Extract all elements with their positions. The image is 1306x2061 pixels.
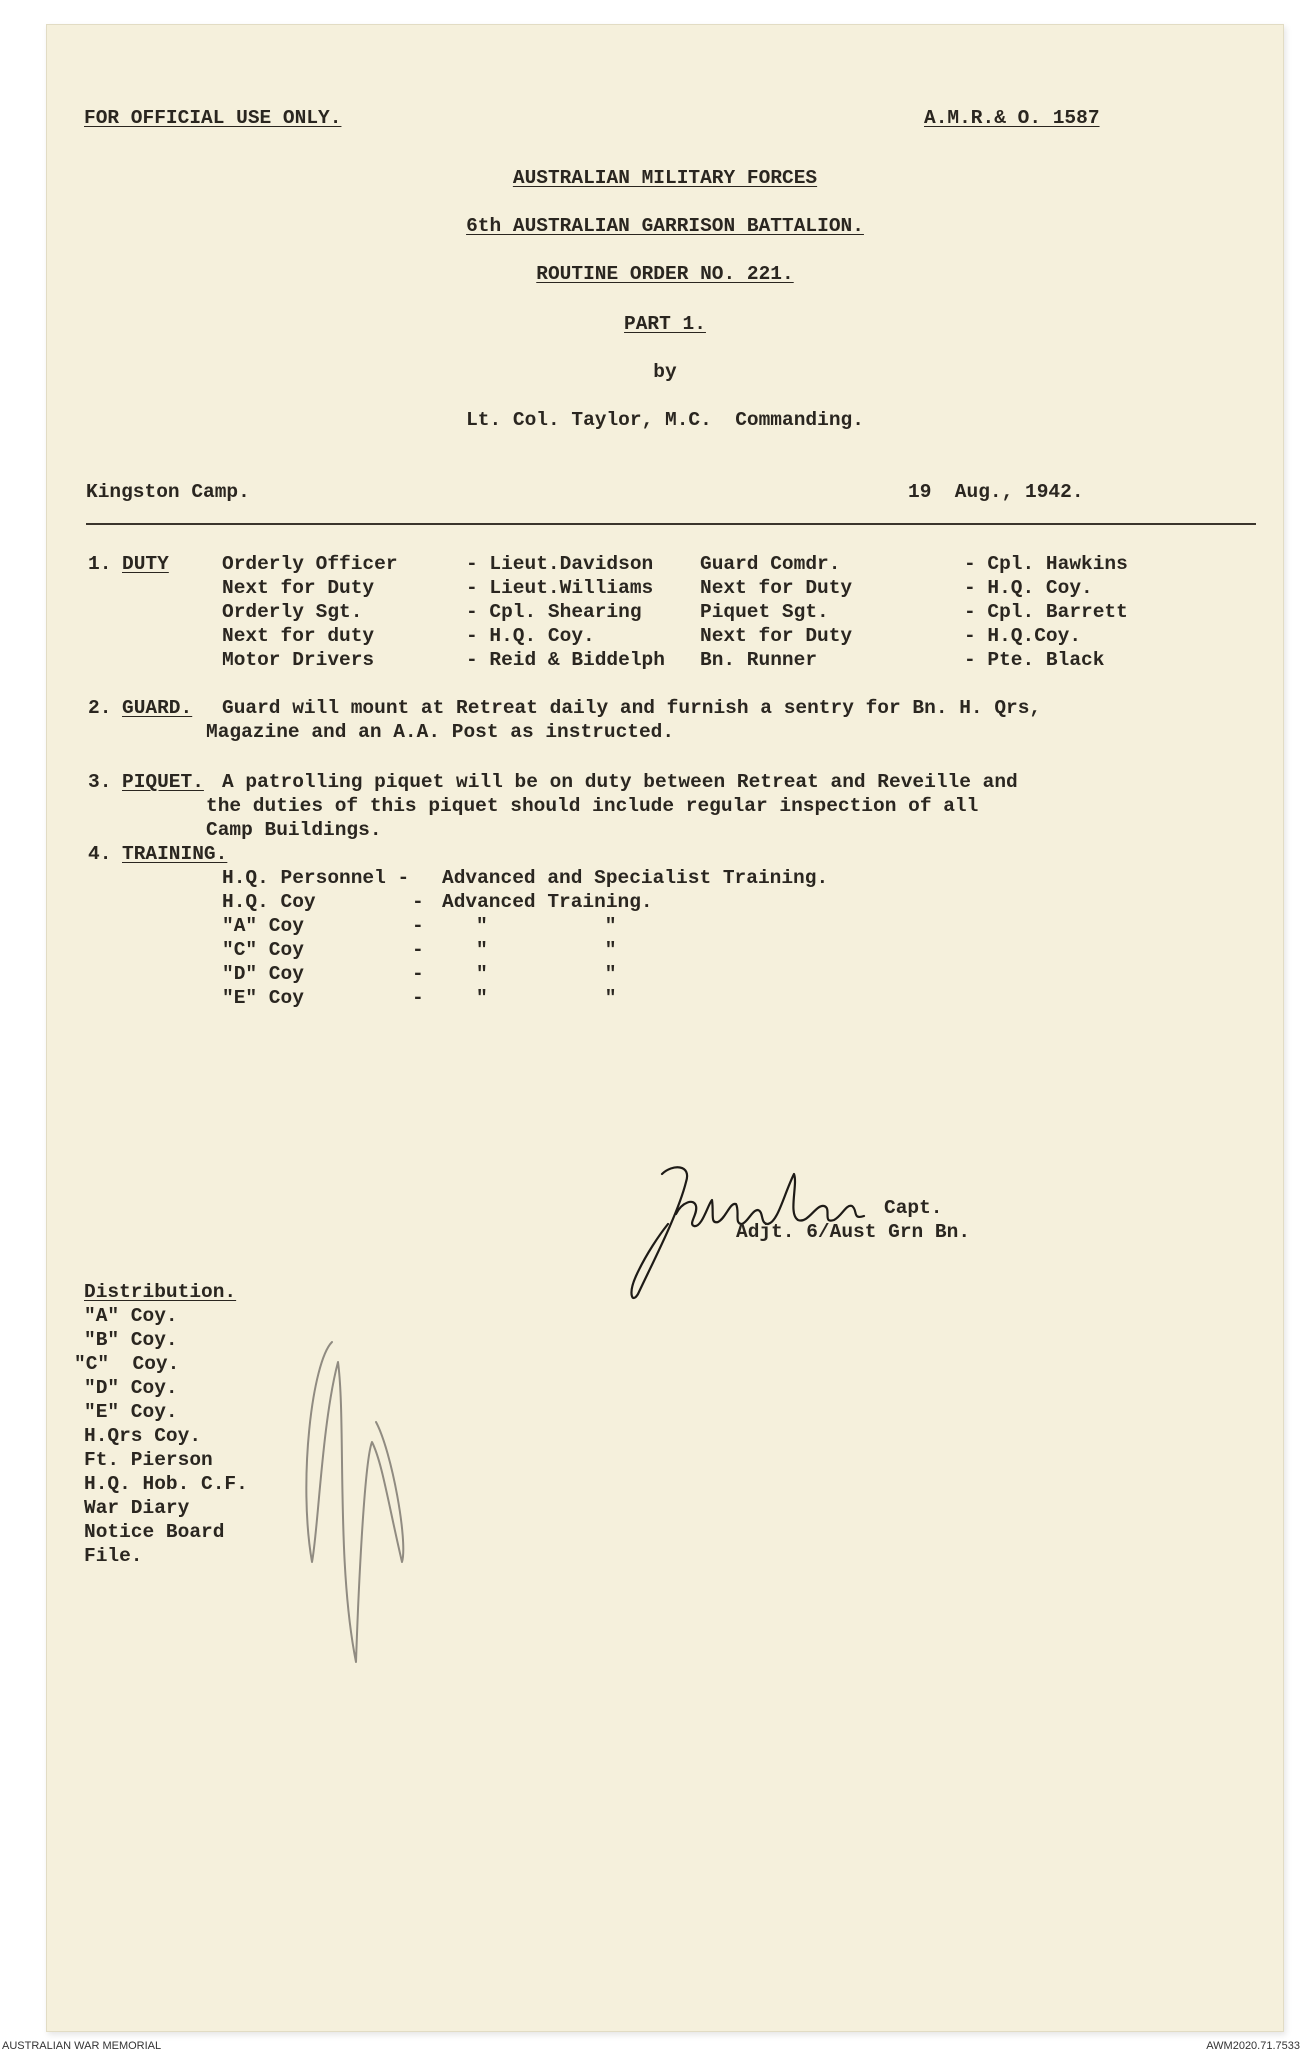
- distribution-item: "E" Coy.: [84, 1401, 178, 1423]
- piquet-heading: PIQUET.: [122, 771, 204, 793]
- duty-role2: Bn. Runner: [700, 649, 818, 671]
- duty-role: Next for duty: [222, 625, 375, 647]
- training-unit: "E" Coy: [222, 987, 304, 1009]
- header-divider: [86, 523, 1256, 525]
- footer-source: AUSTRALIAN WAR MEMORIAL: [2, 2040, 162, 2052]
- duty-role2: Next for Duty: [700, 625, 853, 647]
- distribution-item: H.Qrs Coy.: [84, 1425, 202, 1447]
- footer-accession: AWM2020.71.7533: [1206, 2040, 1300, 2052]
- duty-number: 1.: [88, 553, 112, 575]
- duty-name2: - H.Q. Coy.: [964, 577, 1093, 599]
- signatory-rank: Capt.: [884, 1197, 943, 1219]
- pencil-initials-mark: [292, 1302, 432, 1672]
- distribution-heading: Distribution.: [84, 1281, 237, 1303]
- distribution-item: "B" Coy.: [84, 1329, 178, 1351]
- piquet-text-line: A patrolling piquet will be on duty between Retreat and Reveille and: [222, 771, 1018, 793]
- duty-role: Orderly Sgt.: [222, 601, 363, 623]
- training-activity: Advanced and Specialist Training.: [442, 867, 829, 889]
- date-label: 19 Aug., 1942.: [908, 481, 1084, 503]
- distribution-item: "C" Coy.: [74, 1353, 180, 1375]
- training-unit: "C" Coy: [222, 939, 304, 961]
- training-activity: " ": [476, 987, 617, 1009]
- duty-role: Orderly Officer: [222, 553, 398, 575]
- guard-heading: GUARD.: [122, 697, 193, 719]
- training-activity: " ": [476, 915, 617, 937]
- part-title: PART 1.: [624, 313, 706, 335]
- signatory-appointment: Adjt. 6/Aust Grn Bn.: [736, 1221, 971, 1243]
- duty-name2: - Pte. Black: [964, 649, 1105, 671]
- training-heading: TRAINING.: [122, 843, 228, 865]
- order-title: ROUTINE ORDER NO. 221.: [536, 263, 794, 285]
- commanding-officer: Lt. Col. Taylor, M.C. Commanding.: [466, 409, 864, 431]
- distribution-item: Ft. Pierson: [84, 1449, 213, 1471]
- duty-name: - Reid & Biddelph: [466, 649, 665, 671]
- classification-label: FOR OFFICIAL USE ONLY.: [84, 107, 342, 129]
- training-activity: Advanced Training.: [442, 891, 653, 913]
- duty-name: - Cpl. Shearing: [466, 601, 642, 623]
- distribution-item: "D" Coy.: [84, 1377, 178, 1399]
- duty-name2: - Cpl. Barrett: [964, 601, 1128, 623]
- training-unit: "A" Coy: [222, 915, 304, 937]
- duty-role: Next for Duty: [222, 577, 375, 599]
- piquet-number: 3.: [88, 771, 112, 793]
- place-label: Kingston Camp.: [86, 481, 250, 503]
- duty-heading: DUTY: [122, 553, 169, 575]
- duty-role2: Guard Comdr.: [700, 553, 841, 575]
- duty-name2: - Cpl. Hawkins: [964, 553, 1128, 575]
- duty-name: - Lieut.Williams: [466, 577, 654, 599]
- guard-text-line: Magazine and an A.A. Post as instructed.: [206, 721, 675, 743]
- forces-title: AUSTRALIAN MILITARY FORCES: [512, 167, 818, 189]
- duty-role2: Next for Duty: [700, 577, 853, 599]
- guard-number: 2.: [88, 697, 112, 719]
- training-unit: H.Q. Coy: [222, 891, 316, 913]
- duty-name2: - H.Q.Coy.: [964, 625, 1082, 647]
- training-dash: -: [412, 891, 424, 913]
- reference-number: A.M.R.& O. 1587: [924, 107, 1100, 129]
- duty-role2: Piquet Sgt.: [700, 601, 829, 623]
- training-dash: -: [412, 915, 424, 937]
- training-activity: " ": [476, 963, 617, 985]
- training-dash: -: [412, 963, 424, 985]
- training-activity: " ": [476, 939, 617, 961]
- duty-name: - Lieut.Davidson: [466, 553, 654, 575]
- battalion-title: 6th AUSTRALIAN GARRISON BATTALION.: [466, 215, 864, 237]
- duty-role: Motor Drivers: [222, 649, 375, 671]
- training-unit: "D" Coy: [222, 963, 304, 985]
- distribution-item: War Diary: [84, 1497, 190, 1519]
- training-dash: -: [412, 939, 424, 961]
- piquet-text-line: the duties of this piquet should include regular inspection of all: [206, 795, 979, 817]
- guard-text-line: Guard will mount at Retreat daily and furnish a sentry for Bn. H. Qrs,: [222, 697, 1042, 719]
- training-dash: -: [412, 987, 424, 1009]
- distribution-item: "A" Coy.: [84, 1305, 178, 1327]
- document-page: [46, 24, 1284, 2032]
- by-label: by: [653, 361, 677, 383]
- distribution-item: File.: [84, 1545, 143, 1567]
- distribution-item: H.Q. Hob. C.F.: [84, 1473, 248, 1495]
- distribution-item: Notice Board: [84, 1521, 225, 1543]
- piquet-text-line: Camp Buildings.: [206, 819, 382, 841]
- training-number: 4.: [88, 843, 112, 865]
- duty-name: - H.Q. Coy.: [466, 625, 595, 647]
- training-unit: H.Q. Personnel -: [222, 867, 410, 889]
